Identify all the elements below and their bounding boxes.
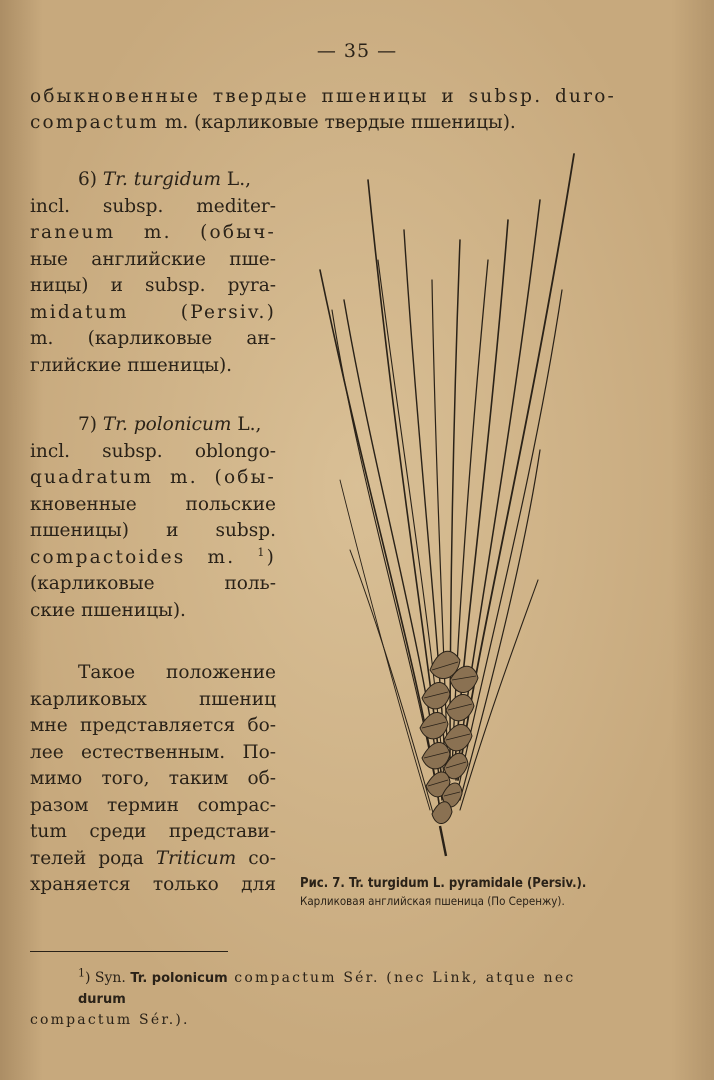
footnote-line-1: $^1$) Syn. Tr. polonicum compactum Sér. (nec Link, atque nec durum: [78, 966, 576, 1007]
item-6-line: ницы) и subsp. pyra-: [30, 275, 276, 296]
item-7-line: кновенные польские: [30, 493, 276, 515]
paragraph-line: мне представляется бо-: [30, 715, 276, 736]
paragraph-line: разом термин compac-: [30, 794, 276, 816]
caption-title: Рис. 7. Tr. turgidum L. pyramidale (Persiv.).: [300, 876, 587, 891]
paragraph-line: tum среди представи-: [30, 821, 276, 842]
paragraph-line: карликовых пшениц: [30, 688, 276, 710]
figure-caption: [300, 876, 630, 908]
item-6: [30, 167, 276, 379]
item-6-line: midatum (Persiv.): [30, 301, 276, 323]
body-paragraph: [30, 660, 276, 899]
item-7-line: compactoides m. $^1$): [30, 545, 276, 568]
item-7-line: ские пшеницы).: [30, 599, 186, 621]
caption-subtitle: Карликовая английская пшеница (По Серенжу).: [300, 894, 565, 908]
item-7-line: 7) Tr. polonicum L.,: [78, 414, 262, 435]
item-7-line: incl. subsp. oblongo-: [30, 440, 276, 462]
item-6-line: m. (карликовые ан-: [30, 328, 276, 349]
intro-line-2: compactum m. (карликовые твердые пшеницы).: [30, 112, 516, 133]
item-7-line: пшеницы) и subsp.: [30, 520, 276, 541]
item-7-line: (карликовые поль-: [30, 573, 276, 594]
item-6-line: глийские пшеницы).: [30, 354, 233, 376]
footnote: [30, 968, 620, 1031]
item-7-line: quadratum m. (обы-: [30, 467, 276, 488]
item-6-line: ные английские пше-: [30, 248, 276, 270]
paragraph-line: мимо того, таким об-: [30, 768, 276, 789]
page-number: — 35 —: [316, 40, 398, 62]
footnote-divider: [30, 951, 228, 952]
item-7: [30, 412, 276, 624]
item-6-line: incl. subsp. mediter-: [30, 195, 276, 217]
intro-line-1: обыкновенные твердые пшеницы и subsp. duro-: [30, 86, 616, 107]
intro-text: [30, 84, 616, 136]
footnote-line-2: compactum Sér.).: [30, 1012, 190, 1028]
wheat-ear-illustration: [300, 150, 600, 862]
paragraph-line: храняется только для: [30, 874, 276, 895]
item-6-line: raneum m. (обыч-: [30, 222, 276, 243]
item-6-line: 6) Tr. turgidum L.,: [78, 169, 251, 190]
paragraph-line: Такое положение: [78, 662, 276, 683]
paragraph-line: лее естественным. По-: [30, 741, 276, 763]
paragraph-line: телей рода Triticum со-: [30, 847, 276, 869]
